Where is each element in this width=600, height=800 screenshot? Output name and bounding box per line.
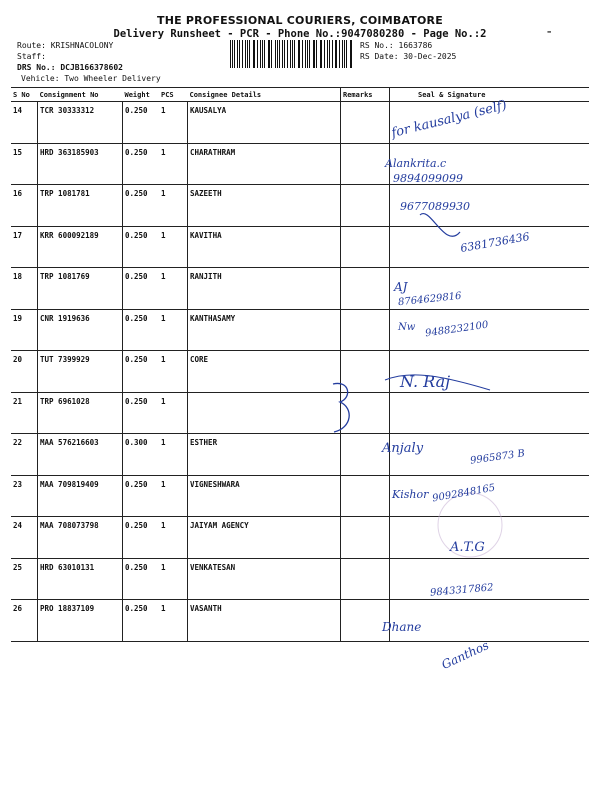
col-weight-header: Weight (123, 88, 160, 102)
cell-signature (390, 392, 590, 434)
cell-pcs: 1 (159, 558, 188, 600)
signature-24: A.T.G (450, 540, 485, 555)
cell-sno: 26 (11, 600, 38, 642)
cell-weight: 0.250 (123, 475, 160, 517)
cell-consignment: CNR 1919636 (38, 309, 123, 351)
cell-signature (390, 517, 590, 559)
barcode-bar (324, 40, 325, 68)
table-row (11, 143, 589, 185)
barcode-bar (275, 40, 276, 68)
cell-consignee: KANTHASAMY (188, 309, 341, 351)
cell-pcs: 1 (159, 600, 188, 642)
cell-sno: 24 (11, 517, 38, 559)
barcode-bar (299, 40, 300, 68)
signature-15-phone: 9894099099 (393, 172, 463, 185)
cell-weight: 0.250 (123, 517, 160, 559)
table-row (11, 600, 589, 642)
cell-consignment: MAA 576216603 (38, 434, 123, 476)
cell-pcs: 1 (159, 475, 188, 517)
col-remarks-header: Remarks (341, 88, 390, 102)
cell-sno: 18 (11, 268, 38, 310)
signature-22-name: Anjaly (382, 441, 424, 456)
cell-remarks (341, 143, 390, 185)
col-pcs-header: PCS (159, 88, 188, 102)
signature-18-mark: AJ (394, 280, 408, 294)
cell-consignment: TCR 30333312 (38, 102, 123, 144)
barcode-bar (307, 40, 308, 68)
cell-consignment: TRP 1081769 (38, 268, 123, 310)
cell-remarks (341, 309, 390, 351)
barcode-bar (271, 40, 272, 68)
cell-sno: 21 (11, 392, 38, 434)
company-title: THE PROFESSIONAL COURIERS, COIMBATORE (157, 14, 443, 27)
barcode-bar (351, 40, 352, 68)
drs-label: DRS No.: DCJB166378602 (17, 63, 123, 72)
cell-pcs: 1 (159, 517, 188, 559)
barcode-bar (329, 40, 330, 68)
cell-consignee (188, 392, 341, 434)
barcode-bar (350, 40, 351, 68)
signature-18-phone: 8764629816 (397, 290, 463, 309)
cell-sno: 20 (11, 351, 38, 393)
rs-number: RS No.: 1663786 (360, 41, 433, 50)
cell-pcs: 1 (159, 185, 188, 227)
table-row (11, 309, 589, 351)
barcode-bar (239, 40, 240, 68)
cell-pcs: 1 (159, 392, 188, 434)
cell-consignee: ESTHER (188, 434, 341, 476)
cell-remarks (341, 517, 390, 559)
table-row (11, 185, 589, 227)
table-row (11, 475, 589, 517)
cell-sno: 15 (11, 143, 38, 185)
barcode-bar (314, 40, 315, 68)
barcode-bar (336, 40, 337, 68)
table-row (11, 392, 589, 434)
barcode-bar (237, 40, 238, 68)
cell-weight: 0.250 (123, 309, 160, 351)
cell-remarks (341, 102, 390, 144)
signature-25: 9843317862 (429, 582, 494, 599)
cell-consignment: PRO 18837109 (38, 600, 123, 642)
cell-sno: 23 (11, 475, 38, 517)
signature-19-mark: Nw (398, 322, 416, 333)
cell-consignee: SAZEETH (188, 185, 341, 227)
cell-consignment: TUT 7399929 (38, 351, 123, 393)
signature-15-name: Alankrita.c (385, 157, 447, 170)
signature-23-phone: 9092848165 (431, 482, 497, 505)
signature-22-phone: 9965873 B (469, 448, 526, 467)
cell-pcs: 1 (159, 434, 188, 476)
cell-consignment: TRP 6961028 (38, 392, 123, 434)
cell-remarks (341, 558, 390, 600)
barcode-bar (342, 40, 343, 68)
cell-weight: 0.250 (123, 102, 160, 144)
cell-pcs: 1 (159, 351, 188, 393)
cell-weight: 0.250 (123, 143, 160, 185)
cell-weight: 0.250 (123, 268, 160, 310)
table-row (11, 558, 589, 600)
cell-remarks (341, 392, 390, 434)
cell-weight: 0.300 (123, 434, 160, 476)
barcode-bar (316, 40, 317, 68)
cell-pcs: 1 (159, 309, 188, 351)
signature-23-name: Kishor (392, 488, 429, 501)
barcode-bar (264, 40, 265, 68)
corner-mark: - (545, 24, 554, 40)
cell-sno: 16 (11, 185, 38, 227)
cell-consignment: HRD 363185903 (38, 143, 123, 185)
cell-pcs: 1 (159, 268, 188, 310)
table-row (11, 517, 589, 559)
barcode-bar (257, 40, 258, 68)
staff-label: Staff: (17, 52, 46, 61)
cell-remarks (341, 185, 390, 227)
runsheet-table (11, 87, 589, 642)
cell-consignee: VENKATESAN (188, 558, 341, 600)
signature-20: N. Raj (400, 372, 451, 391)
cell-consignment: MAA 708073798 (38, 517, 123, 559)
cell-remarks (341, 475, 390, 517)
cell-consignee: KAVITHA (188, 226, 341, 268)
signature-19-phone: 9488232100 (424, 319, 490, 340)
table-row (11, 351, 589, 393)
signature-17: 6381736436 (459, 230, 531, 255)
col-consignment-header: Consignment No (38, 88, 123, 102)
cell-weight: 0.250 (123, 600, 160, 642)
barcode-bar (294, 40, 295, 68)
cell-consignment: HRD 63010131 (38, 558, 123, 600)
cell-sno: 14 (11, 102, 38, 144)
cell-remarks (341, 226, 390, 268)
signature-26-extra: Ganthos (439, 638, 492, 672)
route-label: Route: KRISHNACOLONY (17, 41, 114, 50)
barcode-bar (230, 40, 231, 68)
cell-consignee: VASANTH (188, 600, 341, 642)
cell-consignee: KAUSALYA (188, 102, 341, 144)
signature-26-name: Dhane (382, 620, 422, 634)
cell-pcs: 1 (159, 102, 188, 144)
cell-consignee: RANJITH (188, 268, 341, 310)
cell-consignee: VIGNESHWARA (188, 475, 341, 517)
cell-remarks (341, 268, 390, 310)
cell-consignee: CORE (188, 351, 341, 393)
barcode-bar (282, 40, 283, 68)
table-row (11, 268, 589, 310)
cell-consignee: CHARATHRAM (188, 143, 341, 185)
barcode-bar (249, 40, 250, 68)
runsheet-subtitle: Delivery Runsheet - PCR - Phone No.:9047080280 - Page No.:2 (113, 28, 487, 40)
cell-weight: 0.250 (123, 392, 160, 434)
cell-weight: 0.250 (123, 351, 160, 393)
cell-sno: 17 (11, 226, 38, 268)
cell-consignment: TRP 1081781 (38, 185, 123, 227)
barcode-bar (253, 40, 254, 68)
cell-sno: 25 (11, 558, 38, 600)
cell-pcs: 1 (159, 226, 188, 268)
cell-consignment: MAA 709819409 (38, 475, 123, 517)
col-sno-header: S No (11, 88, 38, 102)
cell-weight: 0.250 (123, 558, 160, 600)
barcode-bar (287, 40, 288, 68)
cell-remarks (341, 351, 390, 393)
cell-consignment: KRR 600092189 (38, 226, 123, 268)
signature-14: for kausalya (self) (389, 97, 509, 142)
vehicle-label: Vehicle: Two Wheeler Delivery (21, 74, 161, 83)
cell-consignee: JAIYAM AGENCY (188, 517, 341, 559)
cell-weight: 0.250 (123, 226, 160, 268)
rs-date: RS Date: 30-Dec-2025 (360, 52, 457, 61)
barcode (230, 40, 354, 68)
col-consignee-header: Consignee Details (188, 88, 341, 102)
signature-16: 9677089930 (400, 200, 470, 213)
cell-weight: 0.250 (123, 185, 160, 227)
col-signature-header: Seal & Signature (390, 88, 590, 102)
cell-sno: 22 (11, 434, 38, 476)
cell-sno: 19 (11, 309, 38, 351)
cell-pcs: 1 (159, 143, 188, 185)
